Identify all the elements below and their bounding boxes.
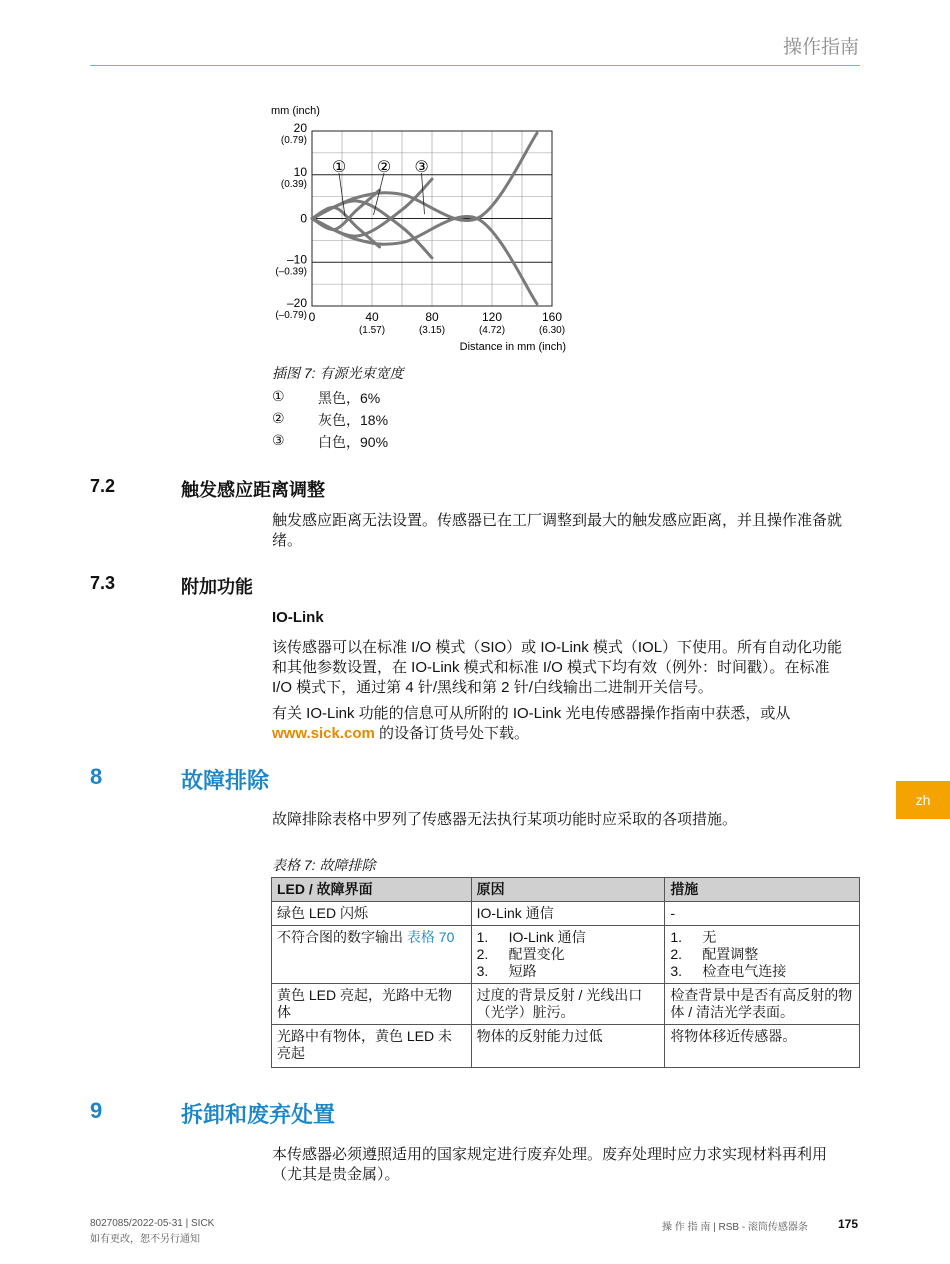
footer-doc-id: 8027085/2022-05-31 | SICK	[90, 1218, 215, 1229]
table-cell: 绿色 LED 闪烁	[272, 902, 472, 926]
x-tick-inch-label: (6.30)	[538, 325, 566, 336]
footer-notice: 如有更改，恕不另行通知	[90, 1234, 200, 1245]
header-rule	[90, 65, 860, 66]
table-70-link[interactable]: 表格 70	[406, 929, 455, 945]
chapter-8-number: 8	[90, 764, 103, 789]
section-7-2-title: 触发感应距离调整	[181, 480, 325, 500]
footer-doc-title: 操 作 指 南 | RSB - 滚筒传感器条	[662, 1222, 808, 1233]
sick-link[interactable]: www.sick.com	[272, 725, 375, 742]
list-text: 无	[702, 929, 717, 945]
table-cell: 黄色 LED 亮起，光路中无物体	[272, 984, 472, 1025]
list-text: 配置变化	[508, 946, 565, 962]
io-link-subtitle: IO-Link	[272, 609, 324, 626]
table-cell: 光路中有物体，黄色 LED 未亮起	[272, 1025, 472, 1068]
chapter-9-body: 本传感器必须遵照适用的国家规定进行废弃处理。废弃处理时应力求实现材料再利用（尤其是贵金属）。	[272, 1146, 828, 1183]
x-tick-label: 120	[481, 310, 503, 324]
y-tick-inch-label: (0.79)	[280, 135, 307, 146]
x-tick-label: 160	[541, 310, 563, 324]
table-header: 原因	[471, 878, 665, 902]
io-link-p2-text: 有关 IO-Link 功能的信息可从所附的 IO-Link 光电传感器操作指南中获悉，或从	[272, 705, 791, 722]
chapter-8-title: 故障排除	[181, 768, 270, 793]
curve-marker: ①	[331, 157, 347, 176]
io-link-p2-tail: 的设备订货号处下载。	[374, 725, 529, 742]
y-tick-inch-label: (–0.39)	[275, 266, 307, 278]
section-7-3-title: 附加功能	[181, 577, 253, 597]
chart-y-ticks	[275, 121, 307, 321]
figure-caption: 插图 7: 有源光束宽度	[272, 365, 404, 381]
chapter-8-intro: 故障排除表格中罗列了传感器无法执行某项功能时应采取的各项措施。	[272, 811, 738, 828]
troubleshooting-table	[271, 877, 860, 1068]
legend-item	[272, 410, 388, 432]
header-title: 操作指南	[782, 37, 859, 58]
section-7-2-number: 7.2	[90, 476, 116, 496]
table-header: LED / 故障界面	[272, 878, 472, 902]
chart-x-unit: Distance in mm (inch)	[459, 341, 566, 353]
beam-width-chart	[262, 100, 582, 358]
marker-leader-line	[422, 173, 425, 214]
table-cell	[665, 926, 860, 984]
table-cell: IO-Link 通信	[471, 902, 665, 926]
y-tick-label: –10	[286, 252, 307, 267]
list-item	[477, 963, 660, 980]
list-text: 短路	[508, 963, 537, 979]
list-text: 配置调整	[702, 946, 759, 962]
list-num: 3.	[670, 963, 682, 979]
y-tick-label: 20	[293, 121, 307, 135]
x-tick-label: 0	[308, 310, 316, 324]
chart-markers	[332, 157, 429, 216]
curve-marker: ③	[414, 157, 429, 176]
table-cell	[471, 926, 665, 984]
y-tick-label: 10	[293, 164, 307, 179]
table-cell: 将物体移近传感器。	[665, 1025, 860, 1068]
page-number: 175	[838, 1217, 859, 1231]
language-tab-zh[interactable]: zh	[896, 781, 950, 819]
io-link-paragraph-2	[272, 704, 852, 744]
section-7-3-number: 7.3	[90, 573, 116, 593]
table-cell-text: 不符合图的数字输出	[277, 929, 407, 945]
x-tick-label: 80	[425, 310, 439, 324]
list-text: IO-Link 通信	[508, 929, 586, 945]
list-num: 1.	[476, 929, 489, 945]
list-text: 检查电气连接	[702, 963, 787, 979]
list-item	[670, 946, 854, 963]
legend-item	[272, 388, 388, 410]
y-tick-inch-label: (0.39)	[280, 178, 307, 190]
table-header: 措施	[665, 878, 860, 902]
x-tick-inch-label: (3.15)	[418, 325, 446, 336]
list-num: 2.	[670, 946, 682, 962]
beam-curve-3	[312, 216, 537, 303]
legend-text: 灰色，18%	[318, 412, 389, 428]
legend-num: ①	[272, 388, 285, 404]
list-num: 2.	[476, 946, 489, 962]
section-7-2-body: 触发感应距离无法设置。传感器已在工厂调整到最大的触发感应距离，并且操作准备就绪。	[272, 512, 843, 549]
table-cell: 过度的背景反射 / 光线出口（光学）脏污。	[471, 984, 665, 1025]
legend-text: 白色，90%	[318, 434, 389, 450]
io-link-paragraph-1: 该传感器可以在标准 I/O 模式（SIO）或 IO-Link 模式（IOL）下使用。所有自动化功能和其他参数设置，在 IO-Link 模式和标准 I/O 模式下均有效（例外：时间戳）。在标准 I/O 模式下，通过第 4 针/黑线和第 2 针/白线输出二进制开关信号。	[272, 639, 843, 696]
y-tick-label: 0	[300, 211, 307, 226]
table-cell: 物体的反射能力过低	[471, 1025, 665, 1068]
table-cell: -	[665, 902, 860, 926]
list-num: 3.	[476, 963, 489, 979]
list-num: 1.	[670, 929, 682, 945]
y-tick-label: –20	[286, 296, 307, 310]
x-tick-inch-label: (4.72)	[478, 325, 506, 336]
figure-legend	[272, 388, 388, 454]
chart-x-ticks	[309, 310, 565, 336]
list-item	[477, 946, 660, 963]
list-item	[477, 929, 660, 946]
table-cell	[272, 926, 472, 984]
table-cell: 检查背景中是否有高反射的物体 / 清洁光学表面。	[665, 984, 860, 1025]
table-header-row	[272, 878, 860, 902]
x-tick-label: 40	[365, 310, 379, 324]
table-row	[272, 1025, 860, 1068]
legend-item	[272, 432, 388, 454]
beam-curve-3	[312, 133, 537, 220]
x-tick-inch-label: (1.57)	[358, 325, 386, 336]
list-item	[670, 963, 854, 980]
list-item	[670, 929, 854, 946]
table-row	[272, 984, 860, 1025]
legend-num: ②	[272, 410, 285, 426]
chapter-9-title: 拆卸和废弃处置	[181, 1102, 336, 1127]
table-row	[272, 926, 860, 984]
table-caption: 表格 7: 故障排除	[272, 857, 376, 873]
curve-marker: ②	[376, 157, 392, 176]
table-row	[272, 902, 860, 926]
legend-num: ③	[272, 432, 285, 448]
legend-text: 黑色，6%	[318, 390, 381, 406]
chart-y-unit: mm (inch)	[271, 105, 320, 117]
y-tick-inch-label: (–0.79)	[275, 310, 307, 321]
chapter-9-number: 9	[90, 1098, 103, 1123]
